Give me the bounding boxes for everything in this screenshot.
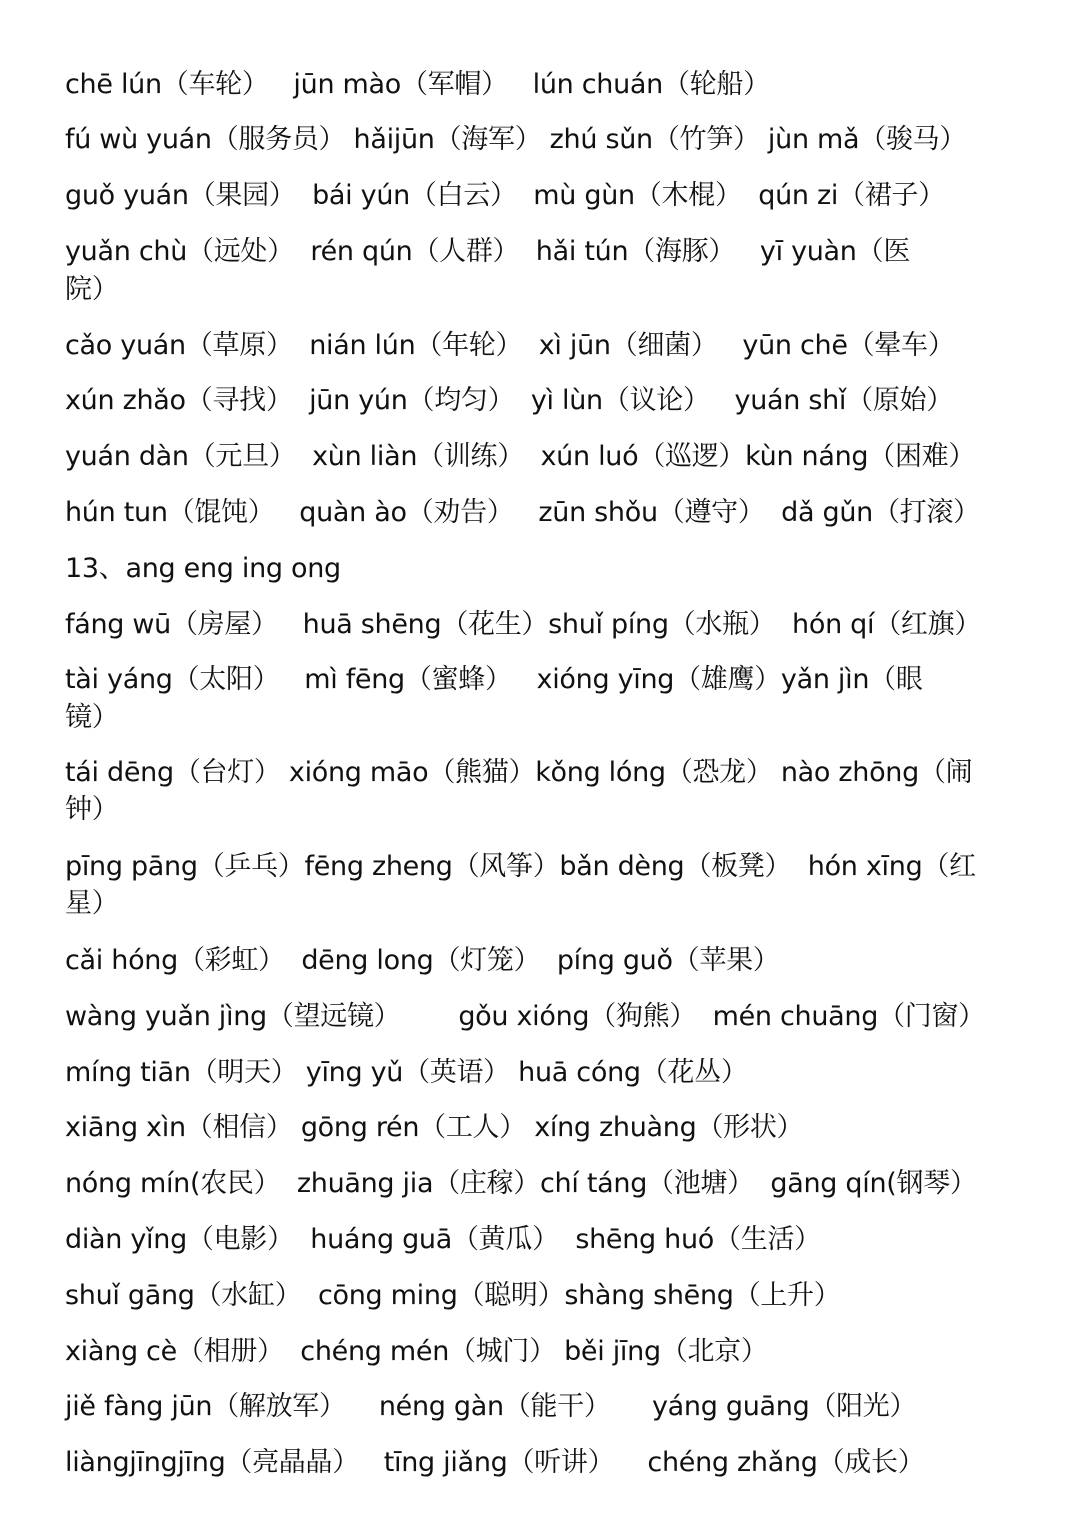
text-line: míng tiān（明天） yīng yǔ（英语） huā cóng（花丛） <box>65 1057 748 1088</box>
text-line: yuǎn chù（远处） rén qún（人群） hǎi tún（海豚） yī yuàn（医 <box>65 236 911 267</box>
text-line: shuǐ gāng（水缸） cōng ming（聪明）shàng shēng（上升） <box>65 1280 841 1311</box>
text-line: cǎi hóng（彩虹） dēng long（灯笼） píng guǒ（苹果） <box>65 945 780 976</box>
text-line: jiě fàng jūn（解放军） néng gàn（能干） yáng guāng（阳光） <box>65 1391 917 1422</box>
text-line: xiàng cè（相册） chéng mén（城门） běi jīng（北京） <box>65 1336 768 1367</box>
text-line: pīng pāng（乒乓）fēng zheng（风筝）bǎn dèng（板凳） hón xīng（红 <box>65 851 976 882</box>
text-line: 星） <box>65 888 119 919</box>
text-line: xún zhǎo（寻找） jūn yún（均匀） yì lùn（议论） yuán shǐ（原始） <box>65 385 953 416</box>
text-line: fú wù yuán（服务员） hǎijūn（海军） zhú sǔn（竹笋） jùn mǎ（骏马） <box>65 124 967 155</box>
text-line: cǎo yuán（草原） nián lún（年轮） xì jūn（细菌） yūn chē（晕车） <box>65 330 955 361</box>
text-line: fáng wū（房屋） huā shēng（花生）shuǐ píng（水瓶） hón qí（红旗） <box>65 609 982 640</box>
text-line: diàn yǐng（电影） huáng guā（黄瓜） shēng huó（生活） <box>65 1224 821 1255</box>
text-line: hún tun（馄饨） quàn ào（劝告） zūn shǒu（遵守） dǎ gǔn（打滚） <box>65 497 980 528</box>
text-line: yuán dàn（元旦） xùn liàn（训练） xún luó（巡逻）kùn náng（困难） <box>65 441 976 472</box>
text-line: liàngjīngjīng（亮晶晶） tīng jiǎng（听讲） chéng zhǎng（成长） <box>65 1447 925 1478</box>
text-line: chē lún（车轮） jūn mào（军帽） lún chuán（轮船） <box>65 69 770 100</box>
text-line: xiāng xìn（相信） gōng rén（工人） xíng zhuàng（形状） <box>65 1112 804 1143</box>
section-heading: 13、ang eng ing ong <box>65 553 341 584</box>
text-line: 院） <box>65 274 119 305</box>
text-line: wàng yuǎn jìng（望远镜） gǒu xióng（狗熊） mén chuāng（门窗） <box>65 1001 985 1032</box>
text-line: 钟） <box>65 794 119 825</box>
text-line: tài yáng（太阳） mì fēng（蜜蜂） xióng yīng（雄鹰）yǎn jìn（眼 <box>65 664 923 695</box>
text-line: nóng mín(农民） zhuāng jia（庄稼）chí táng（池塘） gāng qín(钢琴） <box>65 1168 977 1199</box>
text-line: guǒ yuán（果园） bái yún（白云） mù gùn（木棍） qún zi（裙子） <box>65 180 945 211</box>
text-line: 镜） <box>65 702 119 733</box>
text-line: tái dēng（台灯） xióng māo（熊猫）kǒng lóng（恐龙） nào zhōng（闹 <box>65 757 973 788</box>
